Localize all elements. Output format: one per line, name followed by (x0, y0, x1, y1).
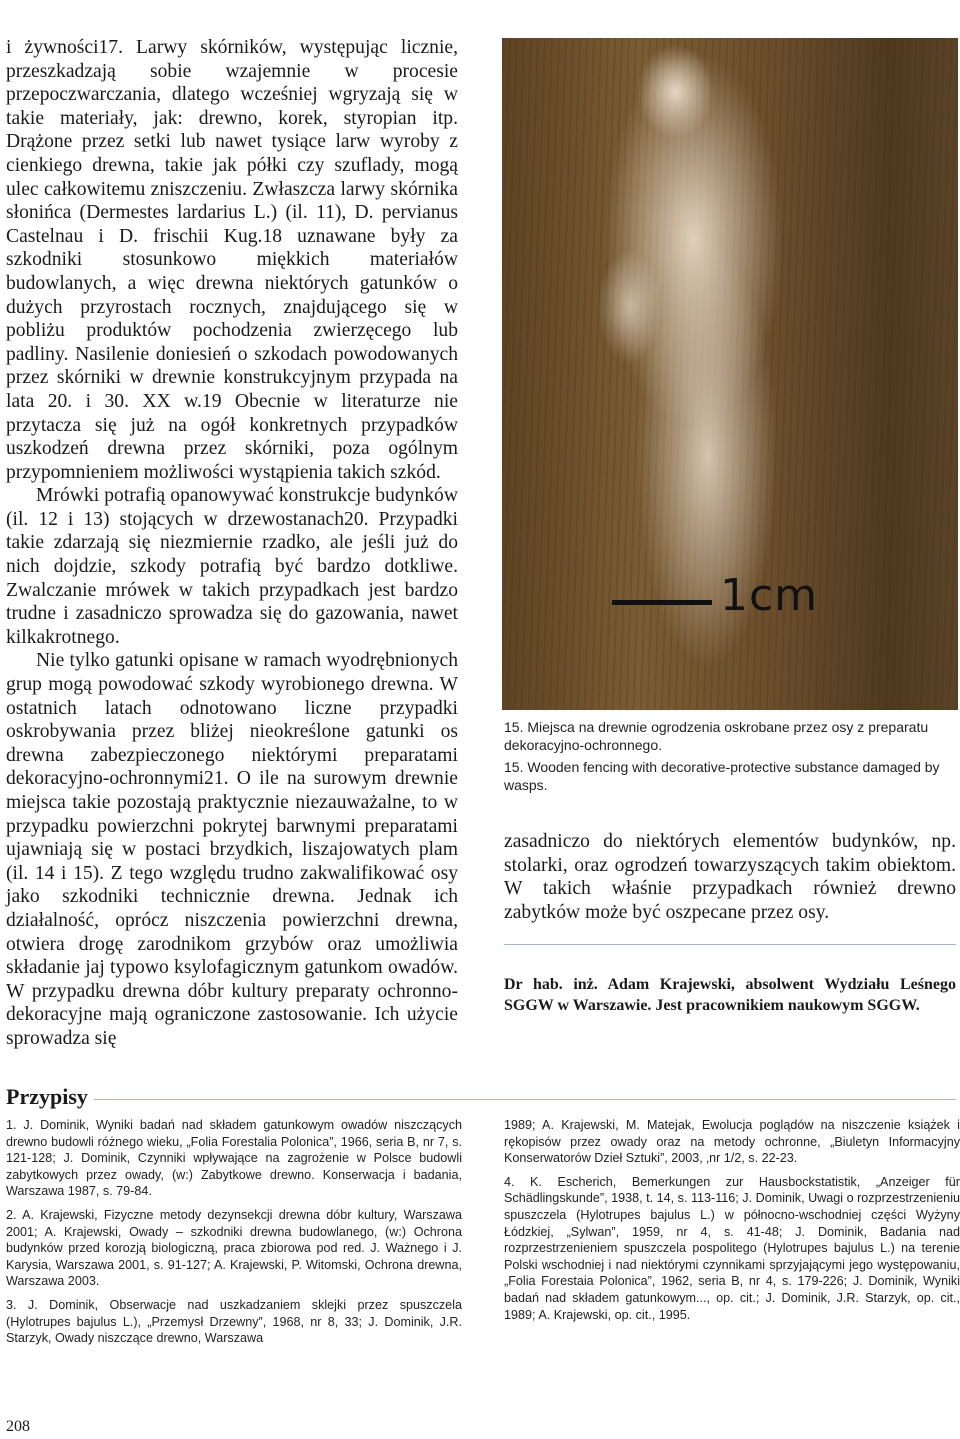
footnote-3: 3. J. Dominik, Obserwacje nad uszkadzaniem sklejki przez spuszczela (Hylotrupes bajulus L.), „Przemysł Drzewny”, 1968, nr 8, 33; J. Dominik, J.R. Starzyk, Owady niszczące drewno, Warszawa (6, 1297, 462, 1346)
main-text-left-column (6, 36, 458, 1051)
footnote-2: 2. A. Krajewski, Fizyczne metody dezynsekcji drewna dóbr kultury, Warszawa 2001; A. Krajewski, Owady – szkodniki drewna budowlanego, (w:) Ochrona budynków przed korozją biologiczną, praca zbiorowa pod red. J. Ważnego i J. Karysia, Warszawa 2001, s. 91-127; A. Krajewski, P. Witomski, Ochrona drewna, Warszawa 2003. (6, 1207, 462, 1289)
footnotes-left-column (6, 1117, 462, 1354)
scale-bar (612, 600, 712, 605)
footnote-4: 4. K. Escherich, Bemerkungen zur Hausbockstatistik, „Anzeiger für Schädlingskunde”, 1938, t. 14, s. 113-116; J. Dominik, Uwagi o rozprzestrzenieniu spuszczela (Hylotrupes bajulus L.) w północno-wschodniej części Wyżyny Łódzkiej, „Sylwan”, 1959, nr 4, s. 41-48; J. Dominik, Badania nad rozprzestrzenieniem spuszczela pospolitego (Hylotrupes bajulus L.) na terenie Polski wschodniej i nad niektórymi czynnikami sprzyjającymi jego występowaniu, „Folia Forestaia Polonica”, 1962, seria B, nr 4, s. 179-226; J. Dominik, Wyniki badań nad składem gatunkowym..., op. cit.; J. Dominik, J.R. Starzyk, op. cit., 1989; A. Krajewski, op. cit., 1995. (504, 1174, 960, 1322)
wood-damage-photo (502, 38, 958, 710)
scale-label: 1cm (720, 570, 819, 621)
page-number: 208 (6, 1418, 30, 1435)
main-text-right-column (504, 830, 956, 924)
paragraph-osy: Nie tylko gatunki opisane w ramach wyodrębnionych grup mogą powodować szkody wyrobionego drewna. W ostatnich latach odnotowano liczne przypadki oskrobywania przez bliżej nieokreślone gatunki os drewna zabezpieczonego niektórymi preparatami dekoracyjno-ochronnymi21. O ile na surowym drewnie miejsca takie pozostają praktycznie niezauważalne, to w przypadku powierzchni pokrytej barwnymi preparatami ujawniają się w postaci brzydkich, liszajowatych plam (il. 14 i 15). Z tego względu trudno zakwalifikować osy jako szkodniki technicznie drewna. Jednak ich działalność, oprócz niszczenia powierzchni drewna, otwiera drogę zarodnikom grzybów oraz umożliwia składanie jaj typowo ksylofagicznym gatunkom owadów. W przypadku drewna dóbr kultury preparaty ochronno-dekoracyjne mają ograniczone zastosowanie. Ich użycie sprowadza się (6, 650, 458, 1049)
paragraph-skorniki: i żywności17. Larwy skórników, występując licznie, przeszkadzają sobie wzajemnie w procesie przepoczwarczania, dlatego wcześniej wgryzają się w takie materiały, jak: drewno, korek, styropian itp. Drążone przez setki lub nawet tysiące larw wyroby z cienkiego drewna, takie jak półki czy szuflady, mogą ulec całkowitemu zniszczeniu. Zwłaszcza larwy skórnika słonińca (Dermestes lardarius L.) (il. 11), D. pervianus Castelnau i D. frischii Kug.18 uznawane były za szkodniki stosunkowo miękkich materiałów budowlanych, a więc drewna niektórych gatunków o dużych przyrostach rocznych, znajdującego się w pobliżu produktów pochodzenia zwierzęcego lub padliny. Nasilenie doniesień o szkodach powodowanych przez skórniki w drewnie konstrukcyjnym przypada na lata 20. i 30. XX w.19 Obecnie w literaturze nie przytacza się już na ogół konkretnych przypadków uszkodzeń drewna przez skórniki, poza ogólnym przypomnieniem możliwości wystąpienia takich szkód. (6, 37, 458, 483)
paragraph-continuation: zasadniczo do niektórych elementów budynków, np. stolarki, oraz ogrodzeń towarzyszących takim obiektom. W takich właśnie przypadkach również drewno zabytków może być oszpecane przez osy. (504, 831, 956, 923)
author-divider (504, 944, 956, 945)
footnotes-heading: Przypisy (6, 1084, 88, 1109)
figure-caption (504, 718, 956, 798)
caption-polish: 15. Miejsca na drewnie ogrodzenia oskrobane przez osy z preparatu dekoracyjno-ochronnego. (504, 719, 929, 753)
footnotes-right-column (504, 1117, 960, 1330)
footnote-3-continued: 1989; A. Krajewski, M. Matejak, Ewolucja poglądów na niszczenie książek i rękopisów przez owady oraz na metody ochronne, „Biuletyn Informacyjny Konserwatorów Dzieł Sztuki”, 2003, ‚nr 1/2, s. 22-23. (504, 1118, 960, 1166)
footnote-1: 1. J. Dominik, Wyniki badań nad składem gatunkowym owadów niszczących drewno budowli różnego wieku, „Folia Forestalia Polonica”, 1966, seria B, nr 7, s. 121-128; J. Dominik, Czynniki wpływające na zagrożenie w Polsce budowli zabytkowych przez owady, (w:) Zabytkowe drewno. Konserwacja i badania, Warszawa 1987, s. 79-84. (6, 1118, 462, 1199)
author-bio: Dr hab. inż. Adam Krajewski, absolwent Wydziału Leśnego SGGW w Warszawie. Jest pracownikiem naukowym SGGW. (504, 976, 956, 1014)
caption-english: 15. Wooden fencing with decorative-protective substance damaged by wasps. (504, 759, 940, 793)
paragraph-mrowki: Mrówki potrafią opanowywać konstrukcje budynków (il. 12 i 13) stojących w drzewostanach20. Przypadki takie zdarzają się niezmiernie rzadko, ale jeśli już do nich dojdzie, szkody potrafią być bardzo dotkliwe. Zwalczanie mrówek w takich przypadkach jest bardzo trudne i zasadniczo sprowadza się do gazowania, nawet kilkakrotnego. (6, 485, 458, 648)
footnotes-divider (94, 1099, 956, 1100)
